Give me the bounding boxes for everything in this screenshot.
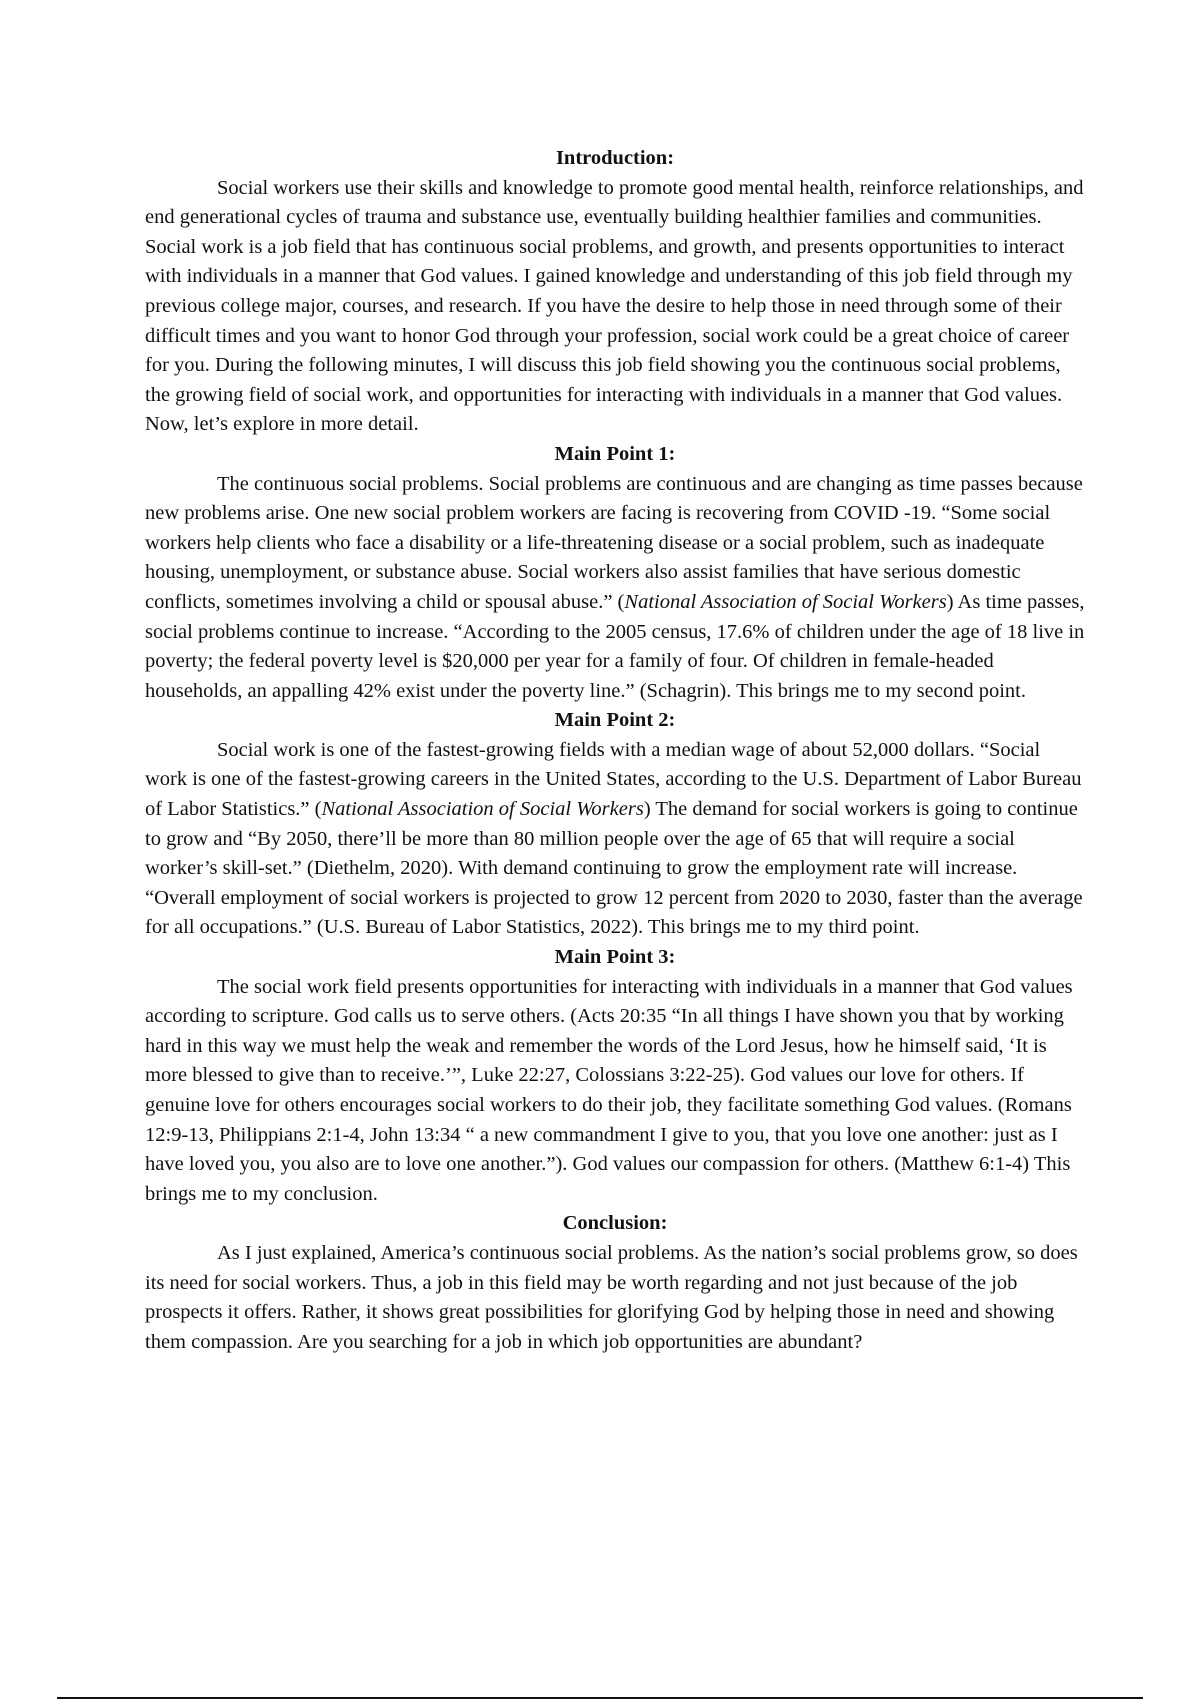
- conclusion-paragraph: As I just explained, America’s continuous social problems. As the nation’s social problems grow, so does its need for social workers. Thus, a job in this field may be worth regarding and not just because of the job prospects it offers. Rather, it shows great possibilities for glorifying God by helping those in need and showing them compassion. Are you searching for a job in which job opportunities are abundant?: [145, 1241, 1078, 1353]
- introduction-heading: Introduction:: [555, 147, 675, 169]
- main-point-3-paragraph: The social work field presents opportunities for interacting with individuals in a manner that God values according to scripture. God calls us to serve others. (Acts 20:35 “In all things I have shown you that by working hard in this way we must help the weak and remember the words of the Lord Jesus, how he himself said, ‘It is more blessed to give than to receive.’”, Luke 22:27, Colossians 3:22-25). God values our love for others. If genuine love for others encourages social workers to do their job, they facilitate something God values. (Romans 12:9-13, Philippians 2:1-4, John 13:34 “ a new commandment I give to you, that you love one another: just as I have loved you, you also are to love one another.”). God values our compassion for others. (Matthew 6:1-4) This brings me to my conclusion.: [145, 975, 1073, 1205]
- main-point-1-text-a: The continuous social problems. Social problems are continuous and are changing as time passes because new problems arise. One new social problem workers are facing is recovering from COVID -19. “Some social workers help clients who face a disability or a life-threatening disease or a social problem, such as inadequate housing, unemployment, or substance abuse. Social workers also assist families that have serious domestic conflicts, sometimes involving a child or spousal abuse.” (: [145, 472, 1083, 613]
- introduction-paragraph: Social workers use their skills and knowledge to promote good mental health, reinforce relationships, and end generational cycles of trauma and substance use, eventually building healthier families and communities. Social work is a job field that has continuous social problems, and growth, and presents opportunities to interact with individuals in a manner that God values. I gained knowledge and understanding of this job field through my previous college major, courses, and research. If you have the desire to help those in need through some of their difficult times and you want to honor God through your profession, social work could be a great choice of career for you. During the following minutes, I will discuss this job field showing you the continuous social problems, the growing field of social work, and opportunities for interacting with individuals in a manner that God values. Now, let’s explore in more detail.: [145, 176, 1084, 436]
- main-point-1-heading: Main Point 1:: [554, 442, 676, 465]
- main-point-2-heading: Main Point 2:: [554, 709, 676, 732]
- conclusion-heading: Conclusion:: [562, 1212, 668, 1235]
- main-point-2-paragraph: [145, 736, 1085, 943]
- main-point-1-citation: National Association of Social Workers: [624, 590, 947, 613]
- page-bottom-rule: [57, 1697, 1143, 1699]
- main-point-1-paragraph: [145, 470, 1085, 707]
- main-point-1-text-b: ) As time passes, social problems continue to increase. “According to the 2005 census, 17.6% of children under the age of 18 live in poverty; the federal poverty level is $20,000 per year for a family of four. Of children in female-headed households, an appalling 42% exist under the poverty line.” (Schagrin). This brings me to my second point.: [145, 590, 1085, 702]
- document-page: [145, 144, 1085, 1357]
- main-point-3-heading: Main Point 3:: [554, 946, 676, 969]
- main-point-2-text-b: ) The demand for social workers is going to continue to grow and “By 2050, there’ll be more than 80 million people over the age of 65 that will require a social worker’s skill-set.” (Diethelm, 2020). With demand continuing to grow the employment rate will increase. “Overall employment of social workers is projected to grow 12 percent from 2020 to 2030, faster than the average for all occupations.” (U.S. Bureau of Labor Statistics, 2022). This brings me to my third point.: [145, 798, 1083, 939]
- main-point-2-text-a: Social work is one of the fastest-growing fields with a median wage of about 52,000 dollars. “Social work is one of the fastest-growing careers in the United States, according to the U.S. Department of Labor Bureau of Labor Statistics.” (: [145, 738, 1082, 821]
- main-point-2-citation: National Association of Social Workers: [321, 798, 644, 821]
